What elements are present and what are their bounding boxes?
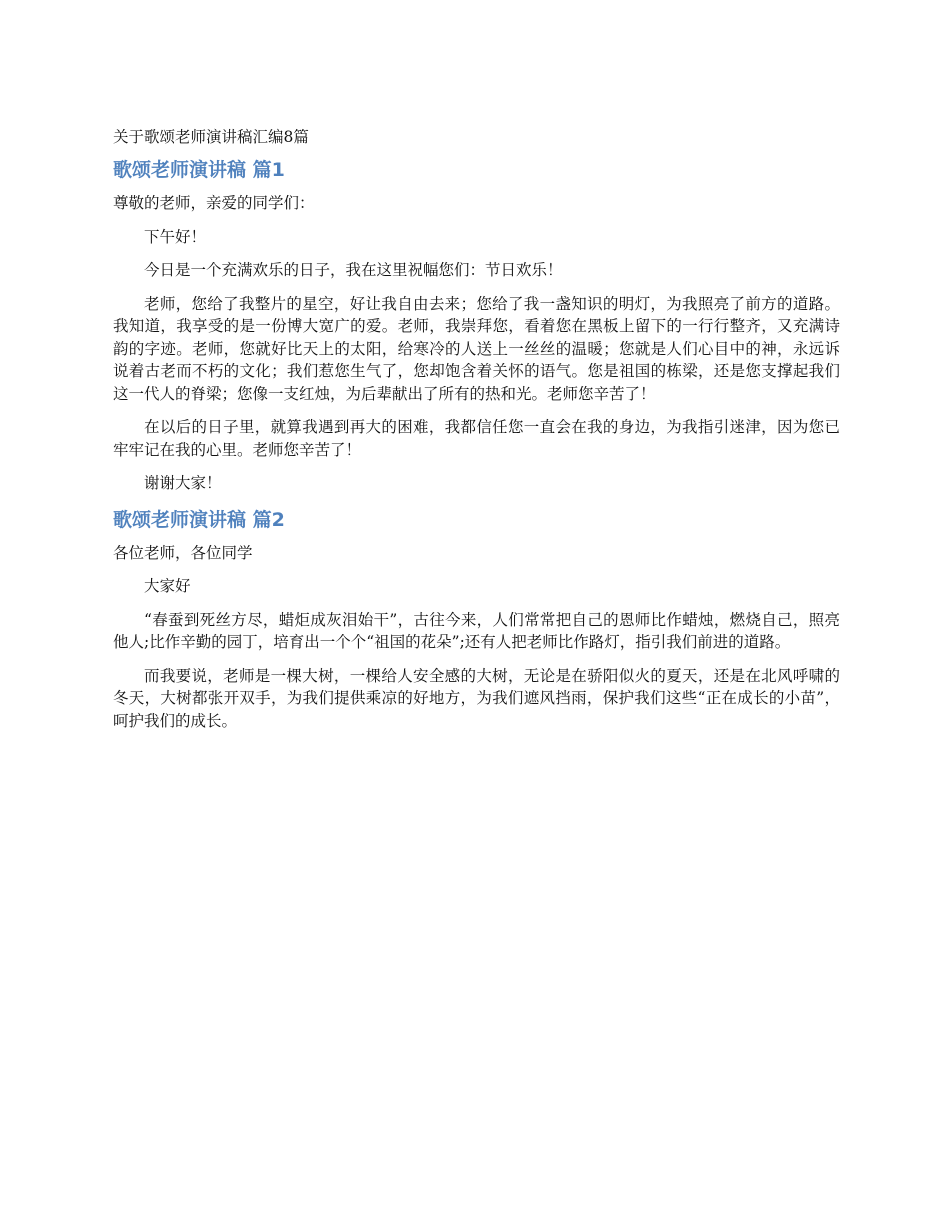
salutation-paragraph: 尊敬的老师，亲爱的同学们： bbox=[113, 194, 315, 212]
body-paragraph: 大家好 bbox=[144, 577, 191, 595]
body-paragraph: 而我要说，老师是一棵大树，一棵给人安全感的大树，无论是在骄阳似火的夏天，还是在北风呼啸的冬天，大树都张开双手，为我们提供乘凉的好地方，为我们遮风挡雨，保护我们这些“正在成长的小苗”，呵护我们的成长。 bbox=[113, 666, 840, 730]
salutation-paragraph: 各位老师，各位同学 bbox=[113, 543, 253, 562]
body-paragraph: 下午好！ bbox=[144, 227, 207, 246]
document-title: 关于歌颂老师演讲稿汇编8篇 bbox=[113, 128, 309, 146]
section-1 bbox=[113, 156, 840, 495]
body-paragraph: 老师，您给了我整片的星空，好让我自由去来；您给了我一盏知识的明灯，为我照亮了前方的道路。我知道，我享受的是一份博大宽广的爱。老师，我崇拜您，看着您在黑板上留下的一行行整齐，又充满诗韵的字迹。老师，您就好比天上的太阳，给寒冷的人送上一丝丝的温暖；您就是人们心目中的神，永远诉说着古老而不朽的文化；我们惹您生气了，您却饱含着关怀的语气。您是祖国的栋梁，还是您支撑起我们这一代人的脊梁；您像一支红烛，为后辈献出了所有的热和光。老师您辛苦了！ bbox=[113, 294, 840, 403]
section-heading: 歌颂老师演讲稿 篇2 bbox=[113, 508, 285, 531]
body-paragraph: 今日是一个充满欢乐的日子，我在这里祝幅您们：节日欢乐！ bbox=[144, 261, 563, 279]
document-page bbox=[113, 124, 840, 743]
body-paragraph: 在以后的日子里，就算我遇到再大的困难，我都信任您一直会在我的身边，为我指引迷津，因为您已牢牢记在我的心里。老师您辛苦了！ bbox=[113, 418, 840, 459]
section-2 bbox=[113, 506, 840, 733]
closing-paragraph: 谢谢大家！ bbox=[144, 474, 222, 492]
section-heading: 歌颂老师演讲稿 篇1 bbox=[113, 159, 285, 181]
body-paragraph: “春蚕到死丝方尽，蜡炬成灰泪始干”，古往今来，人们常常把自己的恩师比作蜡烛，燃烧自己，照亮他人;比作辛勤的园丁，培育出一个个“祖国的花朵”;还有人把老师比作路灯，指引我们前进的道路。 bbox=[113, 610, 840, 651]
